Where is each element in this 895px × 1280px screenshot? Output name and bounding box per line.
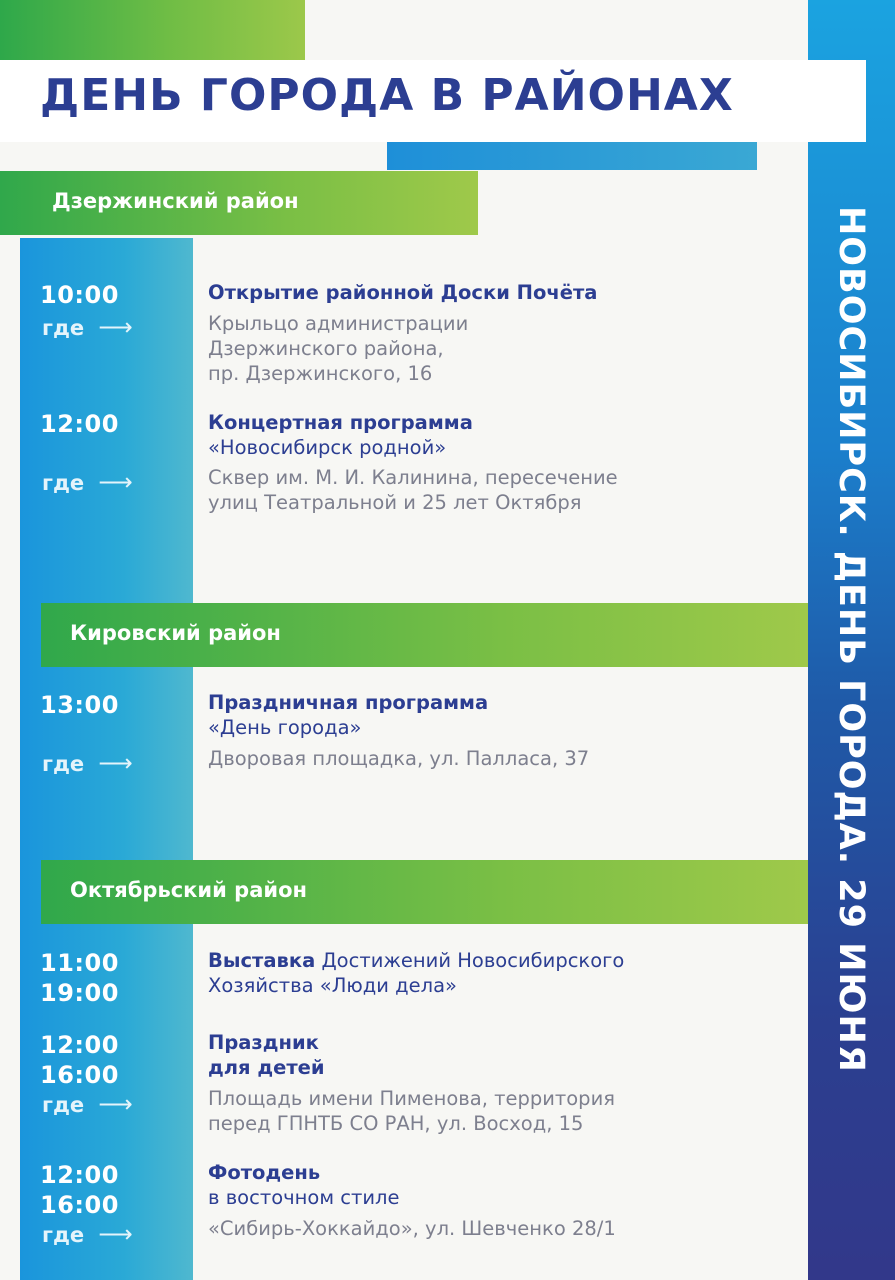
event-title-line: Выставка Достижений Новосибирского <box>208 949 625 972</box>
event-place: улиц Театральной и 25 лет Октября <box>208 491 582 514</box>
side-caption: НОВОСИБИРСК. ДЕНЬ ГОРОДА. 29 ИЮНЯ <box>831 206 871 1073</box>
event-place: перед ГПНТБ СО РАН, ул. Восход, 15 <box>208 1112 584 1135</box>
event-title: Фотодень <box>208 1161 321 1184</box>
event-subtitle: в восточном стиле <box>208 1186 400 1209</box>
arrow-right-icon: ⟶ <box>98 749 133 777</box>
event-title: для детей <box>208 1056 325 1079</box>
where-label: где ⟶ <box>42 749 133 777</box>
where-label: где ⟶ <box>42 313 133 341</box>
event-title: Праздник <box>208 1031 319 1054</box>
district-name: Кировский район <box>70 621 281 645</box>
event-subtitle: «День города» <box>208 716 362 739</box>
event-title: Открытие районной Доски Почёта <box>208 281 598 304</box>
event-subtitle: Хозяйства «Люди дела» <box>208 974 457 997</box>
where-label: где ⟶ <box>42 1090 133 1118</box>
event-time: 10:00 <box>40 281 119 309</box>
arrow-right-icon: ⟶ <box>98 468 133 496</box>
page-title: ДЕНЬ ГОРОДА В РАЙОНАХ <box>40 70 734 121</box>
arrow-right-icon: ⟶ <box>98 313 133 341</box>
event-title: Концертная программа <box>208 411 473 434</box>
event-time: 12:00 <box>40 1031 119 1059</box>
event-time: 16:00 <box>40 1191 119 1219</box>
arrow-right-icon: ⟶ <box>98 1220 133 1248</box>
title-underline-accent <box>387 142 757 170</box>
event-time: 12:00 <box>40 1161 119 1189</box>
event-time: 11:00 <box>40 949 119 977</box>
event-place: Площадь имени Пименова, территория <box>208 1087 615 1110</box>
where-label: где ⟶ <box>42 468 133 496</box>
where-label: где ⟶ <box>42 1220 133 1248</box>
district-name: Дзержинский район <box>52 189 299 213</box>
event-title: Праздничная программа <box>208 691 489 714</box>
event-subtitle: «Новосибирск родной» <box>208 436 447 459</box>
event-place: Крыльцо администрации <box>208 312 469 335</box>
event-time: 16:00 <box>40 1061 119 1089</box>
event-place: Дзержинского района, <box>208 337 444 360</box>
event-time: 13:00 <box>40 691 119 719</box>
event-place: Сквер им. М. И. Калинина, пересечение <box>208 466 618 489</box>
event-time: 12:00 <box>40 410 119 438</box>
event-place: «Сибирь-Хоккайдо», ул. Шевченко 28/1 <box>208 1217 616 1240</box>
event-time: 19:00 <box>40 979 119 1007</box>
district-name: Октябрьский район <box>70 878 308 902</box>
event-place: Дворовая площадка, ул. Палласа, 37 <box>208 747 590 770</box>
top-green-accent <box>0 0 305 60</box>
arrow-right-icon: ⟶ <box>98 1090 133 1118</box>
event-place: пр. Дзержинского, 16 <box>208 362 433 385</box>
